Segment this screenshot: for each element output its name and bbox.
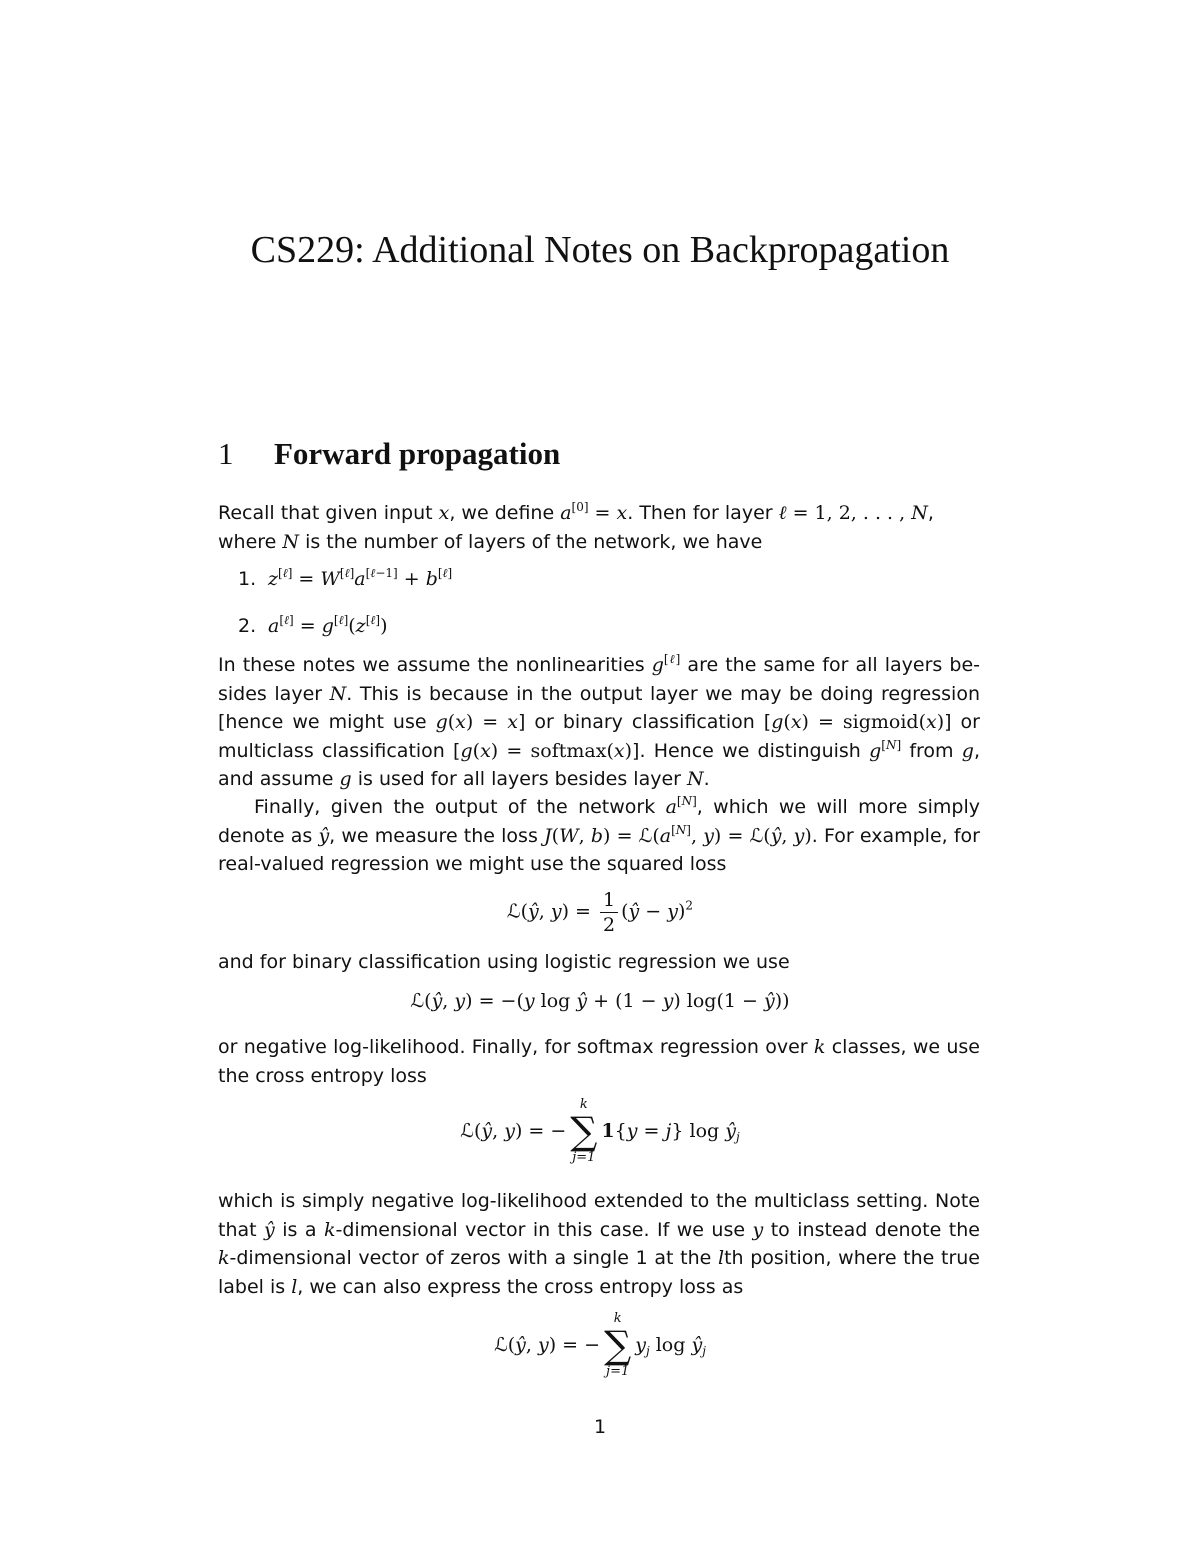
equation-squared-loss: ℒ(ŷ, y) = $\frac{1}{2}$ (ŷ − y)$^2$ (506, 889, 694, 936)
text-run: to instead denote the (763, 1218, 980, 1241)
text-run: , we define (449, 502, 561, 524)
math-inline: g[ℓ] (651, 652, 681, 676)
math-inline: k (218, 1247, 230, 1269)
text-run: ]. Hence we distinguish (632, 739, 870, 762)
page-number: 1 (593, 1416, 607, 1438)
text-run: Recall that given input (218, 502, 439, 524)
text-run: . (703, 768, 710, 790)
text-run: is a (274, 1218, 324, 1241)
text-run: is used for all layers besides layer (351, 768, 688, 790)
math-inline: J(W, b) = ℒ(a[N], y) = ℒ(ŷ, y) (544, 822, 812, 847)
text-run: , (927, 502, 934, 524)
math-inline: a[0] = x (560, 500, 628, 524)
text-run: . This is because in the output layer we may be doing regression [hence we might use (218, 682, 980, 733)
text-run: are the same for all layers be-sides layer (218, 654, 980, 705)
math-inline: g(x) = softmax(x) (460, 739, 633, 762)
math-inline: ŷ (318, 824, 330, 847)
section-title: Forward propagation (274, 436, 561, 471)
math-inline: g(x) = x (435, 711, 518, 733)
paragraph-softmax (218, 1033, 980, 1090)
text-run: where (218, 530, 283, 553)
text-run: . For example, for real-valued regression we might use the squared loss (218, 824, 980, 875)
math-inline: a[ℓ] = g[ℓ](z[ℓ]) (268, 613, 388, 637)
math-inline: N (282, 530, 300, 553)
list-number: 2. (238, 615, 257, 637)
document-title: CS229: Additional Notes on Backpropagation (250, 229, 950, 271)
paragraph-loss (218, 793, 980, 879)
list-number: 1. (238, 568, 257, 590)
text-run: , we can also express the cross entropy loss as (297, 1275, 744, 1298)
text-run: , we measure the loss (329, 824, 545, 847)
text-run: and for binary classification using logistic regression we use (218, 951, 790, 973)
math-inline: N (329, 682, 347, 705)
math-inline: y (752, 1218, 764, 1241)
text-run: which is simply negative log-likelihood extended to the multiclass setting. Note that (218, 1190, 980, 1241)
equation-cross-entropy-indicator: ℒ(ŷ, y) = − k ∑ j=1 1{y = j} $\log ŷ_j$ (460, 1097, 740, 1165)
math-inline: g[N] (869, 737, 902, 762)
math-inline: N (687, 768, 704, 790)
text-run: -dimensional vector of zeros with a single 1 at the (229, 1247, 718, 1269)
math-inline: g(x) = sigmoid(x) (771, 711, 945, 733)
paragraph-recall (218, 499, 980, 556)
math-inline: k (813, 1036, 826, 1058)
section-number: 1 (218, 436, 234, 471)
text-run: In these notes we assume the nonlinearities (218, 654, 652, 676)
text-run: . Then for layer (627, 502, 779, 524)
text-run: , and assume (218, 739, 980, 790)
text-run: -dimensional vector in this case. If we use (335, 1218, 753, 1241)
math-inline: g (961, 739, 974, 762)
text-run: , which we will more simply denote as (218, 796, 980, 847)
math-inline: l (291, 1275, 298, 1298)
section-heading (218, 436, 560, 472)
text-run: is the number of layers of the network, we have (299, 530, 763, 553)
fraction: $\frac{1}{2}$ (600, 888, 618, 937)
equation-list (238, 565, 452, 640)
text-run: classes, we use the cross entropy loss (218, 1036, 980, 1087)
math-inline: l (717, 1247, 725, 1269)
math-inline: a[N] (665, 794, 697, 818)
math-inline: ℓ = 1, 2, . . . , N (778, 502, 928, 524)
equation-logistic-loss: ℒ(ŷ, y) = −(y log ŷ + (1 − y) log(1 − ŷ)) (410, 990, 790, 1012)
paragraph-multiclass (218, 1187, 980, 1301)
text-run: ] or binary classification [ (517, 711, 772, 733)
list-item (238, 612, 452, 640)
summation: k ∑ j=1 (570, 1097, 598, 1165)
equation-cross-entropy-onehot: ℒ(ŷ, y) = − k ∑ j=1 $y_j$ $\log ŷ_j$ (494, 1311, 706, 1379)
text-run: from (901, 739, 962, 762)
math-inline: k (323, 1218, 336, 1241)
text-run: th position, where the true label is (218, 1247, 980, 1298)
summation: k ∑ j=1 (604, 1311, 632, 1379)
list-item (238, 565, 452, 593)
text-run: ] or multiclass classification [ (218, 711, 980, 762)
math-inline: ŷ (264, 1218, 275, 1241)
text-run: Finally, given the output of the network (254, 796, 666, 818)
paragraph-nonlinearities (218, 651, 980, 794)
paragraph-binary (218, 948, 980, 977)
math-inline: x (438, 502, 450, 524)
math-inline: g (339, 768, 352, 790)
math-inline: z[ℓ] = W[ℓ]a[ℓ−1] + b[ℓ] (268, 566, 453, 590)
text-run: or negative log-likelihood. Finally, for softmax regression over (218, 1036, 814, 1058)
